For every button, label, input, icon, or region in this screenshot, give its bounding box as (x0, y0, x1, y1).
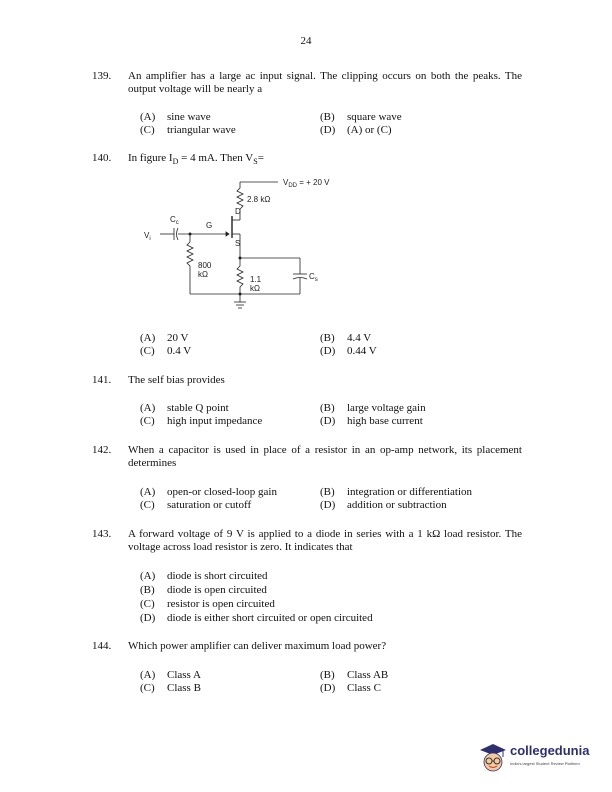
option-a (140, 570, 268, 583)
option-label: (A) (140, 402, 156, 414)
option-label: (B) (320, 486, 335, 498)
option-label: (C) (140, 345, 155, 357)
question-text: Which power amplifier can deliver maximum load power? (128, 640, 387, 652)
option-text: triangular wave (167, 124, 236, 136)
options-143 (140, 570, 520, 624)
text-part: In figure I (128, 152, 173, 164)
option-d (140, 612, 373, 625)
rg-value: 800 (198, 261, 212, 270)
option-text: high base current (347, 415, 423, 427)
option-label: (B) (140, 584, 155, 596)
option-label: (D) (140, 612, 156, 624)
gate-junction (189, 233, 192, 236)
option-text: Class C (347, 682, 381, 694)
cs-label: $C_s$ (309, 272, 318, 283)
subscript: S (253, 157, 258, 167)
option-text: diode is short circuited (167, 570, 268, 582)
question-number: 141. (92, 374, 112, 386)
option-label: (C) (140, 499, 155, 511)
option-text: high input impedance (167, 415, 263, 427)
option-label: (D) (320, 682, 336, 694)
options-142 (140, 486, 520, 514)
question-number: 143. (92, 528, 112, 540)
option-label: (A) (140, 669, 156, 681)
options-144 (140, 669, 520, 697)
option-label: (C) (140, 682, 155, 694)
drain-label: D (235, 207, 241, 216)
option-label: (B) (320, 669, 335, 681)
option-text: open-or closed-loop gain (167, 486, 277, 498)
question-142 (92, 444, 522, 470)
option-c (140, 682, 201, 695)
vdd-label: $V_{DD}$ = + 20 V (283, 178, 330, 189)
option-label: (B) (320, 332, 335, 344)
mascot-icon (478, 742, 508, 774)
question-text: An amplifier has a large ac input signal. The clipping occurs on both the peaks. The output voltage will be nearly a (128, 70, 522, 95)
text-part: = 4 mA. Then V (178, 152, 254, 164)
option-c (140, 499, 251, 512)
options-139 (140, 111, 520, 139)
option-b (320, 332, 371, 345)
page-number: 24 (300, 35, 312, 47)
option-label: (C) (140, 415, 155, 427)
text-part: = (257, 152, 264, 164)
option-text: Class A (167, 669, 201, 681)
option-c (140, 415, 262, 428)
ground-junction (239, 293, 242, 296)
option-b (320, 111, 402, 124)
option-text: Class AB (347, 669, 389, 681)
option-c (140, 598, 275, 611)
option-label: (D) (320, 499, 336, 511)
option-text: diode is either short circuited or open circuited (167, 612, 373, 624)
vi-label: $V_i$ (144, 231, 151, 242)
option-text: 0.44 V (347, 345, 377, 357)
option-text: Class B (167, 682, 201, 694)
option-text: 4.4 V (347, 332, 372, 344)
option-text: resistor is open circuited (167, 598, 275, 610)
rg-unit: kΩ (198, 270, 208, 279)
option-d (320, 415, 423, 428)
gate-resistor (187, 242, 193, 294)
source-label: S (235, 239, 241, 248)
option-b (140, 584, 267, 597)
option-label: (D) (320, 345, 336, 357)
rs-unit: kΩ (250, 284, 260, 293)
collegedunia-logo (478, 742, 603, 782)
option-text: (A) or (C) (347, 124, 392, 136)
option-text: large voltage gain (347, 402, 426, 414)
option-label: (C) (140, 124, 155, 136)
rd-label: 2.8 kΩ (247, 195, 271, 204)
question-140 (92, 152, 522, 168)
option-label: (C) (140, 598, 155, 610)
rs-value: 1.1 (250, 275, 262, 284)
option-text: stable Q point (167, 402, 229, 414)
question-144 (92, 640, 522, 653)
option-label: (A) (140, 111, 156, 123)
option-b (320, 402, 426, 415)
option-c (140, 345, 191, 358)
gate-arrow (226, 232, 229, 236)
option-a (140, 111, 211, 124)
cc-plate-2 (177, 228, 179, 240)
option-label: (B) (320, 111, 335, 123)
cc-label: $C_c$ (170, 215, 179, 226)
source-junction (239, 257, 242, 260)
option-c (140, 124, 236, 137)
option-text: 20 V (167, 332, 189, 344)
question-number: 142. (92, 444, 112, 456)
option-d (320, 499, 447, 512)
options-141 (140, 402, 520, 430)
question-text: A forward voltage of 9 V is applied to a diode in series with a 1 kΩ load resistor. The voltage across load resistor is zero. It indicates that (128, 528, 522, 553)
options-140 (140, 332, 520, 360)
option-text: saturation or cutoff (167, 499, 252, 511)
option-text: sine wave (167, 111, 211, 123)
option-a (140, 332, 189, 345)
option-a (140, 669, 201, 682)
subscript: D (172, 157, 179, 167)
option-text: diode is open circuited (167, 584, 267, 596)
option-label: (A) (140, 570, 156, 582)
option-d (320, 345, 377, 358)
question-number: 139. (92, 70, 112, 82)
option-label: (A) (140, 486, 156, 498)
option-label: (A) (140, 332, 156, 344)
logo-tagline: India's largest Student Review Platform (510, 761, 580, 766)
question-text: The self bias provides (128, 374, 225, 386)
option-text: 0.4 V (167, 345, 192, 357)
option-b (320, 486, 472, 499)
question-text (128, 152, 522, 168)
jfet-circuit-diagram (140, 170, 380, 330)
option-d (320, 124, 392, 137)
question-143 (92, 528, 522, 554)
question-number: 140. (92, 152, 112, 164)
option-label: (B) (320, 402, 335, 414)
question-text: When a capacitor is used in place of a resistor in an op-amp network, its placement determines (128, 444, 522, 469)
option-b (320, 669, 388, 682)
option-d (320, 682, 381, 695)
option-label: (D) (320, 415, 336, 427)
question-139 (92, 70, 522, 96)
option-text: integration or differentiation (347, 486, 473, 498)
option-a (140, 486, 277, 499)
gate-label: G (206, 221, 213, 230)
question-141 (92, 374, 522, 387)
logo-name: collegedunia (510, 743, 590, 758)
question-number: 144. (92, 640, 112, 652)
option-label: (D) (320, 124, 336, 136)
option-a (140, 402, 229, 415)
source-resistor (237, 258, 243, 294)
option-text: square wave (347, 111, 402, 123)
option-text: addition or subtraction (347, 499, 447, 511)
